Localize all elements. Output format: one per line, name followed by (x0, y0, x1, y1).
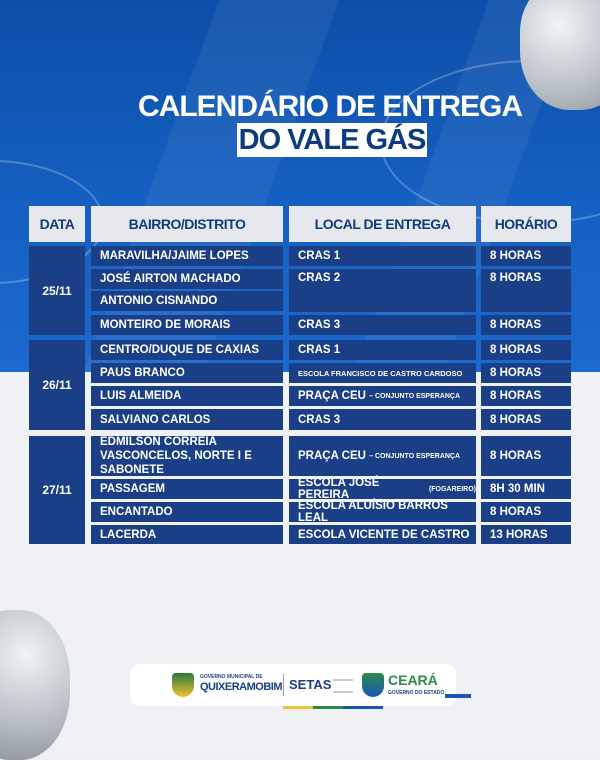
row-local (289, 479, 476, 499)
gov-name-text: QUIXERAMOBIM (200, 681, 282, 693)
setas-small-lines (333, 679, 353, 693)
header-data: DATA (29, 206, 85, 242)
row-local: ESCOLA FRANCISCO DE CASTRO CARDOSO (289, 363, 476, 383)
row-local: ESCOLA ALUÍSIO BARROS LEAL (289, 502, 476, 522)
header-local: LOCAL DE ENTREGA (289, 206, 476, 242)
date-cell: 27/11 (29, 436, 85, 544)
footer-color-line (313, 706, 343, 709)
row-bairro: CENTRO/DUQUE DE CAXIAS (91, 340, 283, 360)
row-bairro: MARAVILHA/JAIME LOPES (91, 246, 283, 266)
footer-accent-dash (445, 694, 471, 698)
row-local (289, 436, 476, 476)
footer-logo-bar (130, 664, 456, 706)
local-name: PRAÇA CEU (298, 450, 366, 462)
row-bairro: ENCANTADO (91, 502, 283, 522)
footer-divider (283, 674, 284, 696)
page-title: CALENDÁRIO DE ENTREGA (137, 90, 522, 123)
date-cell: 26/11 (29, 340, 85, 430)
row-local: CRAS 1 (289, 340, 476, 360)
row-local: CRAS 2 (289, 269, 476, 312)
footer-color-line (283, 706, 313, 709)
row-bairro: SALVIANO CARLOS (91, 409, 283, 430)
row-bairro: LACERDA (91, 525, 283, 544)
local-suffix: (FOGAREIRO) (428, 485, 476, 493)
ceara-crest-icon (362, 673, 384, 697)
row-local: ESCOLA VICENTE DE CASTRO (289, 525, 476, 544)
row-bairro: MONTEIRO DE MORAIS (91, 315, 283, 335)
row-horario: 13 HORAS (481, 525, 571, 544)
ceara-text: CEARÁ (388, 672, 438, 688)
row-local: CRAS 1 (289, 246, 476, 266)
row-horario: 8 HORAS (481, 436, 571, 476)
date-cell: 25/11 (29, 246, 85, 335)
row-horario: 8H 30 MIN (481, 479, 571, 499)
setas-text: SETAS (289, 677, 332, 692)
row-horario: 8 HORAS (481, 363, 571, 383)
header-horario: HORÁRIO (481, 206, 571, 242)
header-bairro: BAIRRO/DISTRITO (91, 206, 283, 242)
row-horario: 8 HORAS (481, 409, 571, 430)
row-bairro: EDMILSON CORREIA VASCONCELOS, NORTE I E SABONETE (91, 436, 283, 476)
row-bairro: PAUS BRANCO (91, 363, 283, 383)
row-local: CRAS 3 (289, 409, 476, 430)
footer-color-line (343, 706, 383, 709)
row-horario: 8 HORAS (481, 246, 571, 266)
row-local: CRAS 3 (289, 315, 476, 335)
row-horario: 8 HORAS (481, 315, 571, 335)
gov-small-text: GOVERNO MUNICIPAL DE (200, 674, 263, 680)
row-bairro: LUIS ALMEIDA (91, 386, 283, 406)
local-suffix: – CONJUNTO ESPERANÇA (369, 392, 461, 400)
row-horario: 8 HORAS (481, 269, 571, 312)
local-name: PRAÇA CEU (298, 390, 366, 402)
local-name: ESCOLA JOSÉ PEREIRA (298, 477, 380, 501)
quixeramobim-crest-icon (172, 673, 194, 697)
row-bairro: JOSÉ AIRTON MACHADO (91, 269, 283, 289)
page-subtitle: DO VALE GÁS (238, 124, 426, 156)
row-horario: 8 HORAS (481, 340, 571, 360)
local-suffix: – CONJUNTO ESPERANÇA (369, 452, 461, 460)
row-horario: 8 HORAS (481, 386, 571, 406)
row-bairro: PASSAGEM (91, 479, 283, 499)
row-horario: 8 HORAS (481, 502, 571, 522)
ceara-sub-text: GOVERNO DO ESTADO (388, 690, 445, 696)
row-local (289, 386, 476, 406)
row-bairro: ANTONIO CISNANDO (91, 291, 283, 311)
